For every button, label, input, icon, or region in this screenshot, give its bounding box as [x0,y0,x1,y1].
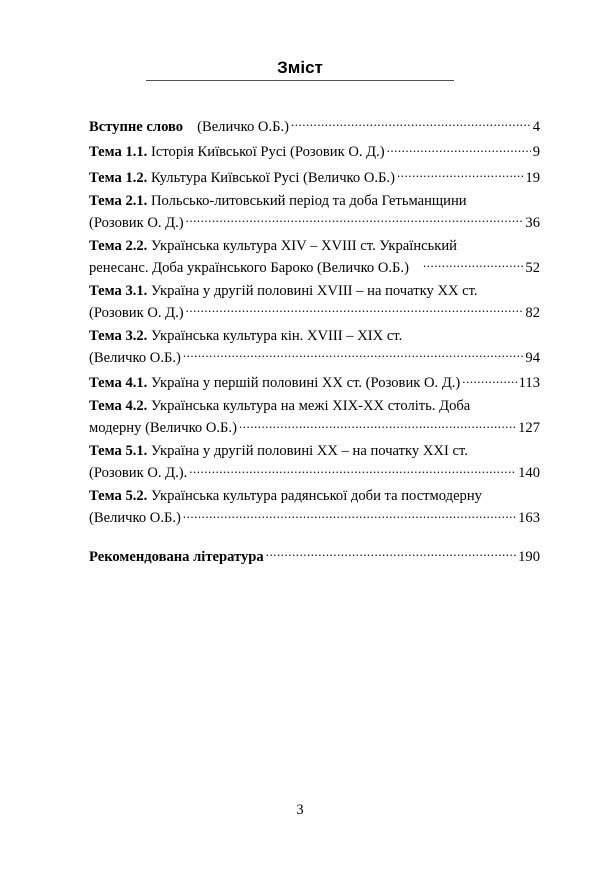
toc-entry-text: (Розовик О. Д.). [89,465,188,482]
toc-entry-text: (Величко О.Б.) [89,510,181,527]
dot-leader [189,463,516,478]
toc-page-number: 52 [525,259,540,276]
toc-page-number: 82 [525,304,540,321]
toc-entry-label: Тема 4.1. [89,375,148,392]
table-of-contents [89,116,540,566]
toc-entry-text: Україна у другій половині XVIII – на початку XX ст. [151,282,478,299]
title-underline [146,80,454,81]
toc-entry-1-2[interactable] [89,167,540,187]
toc-entry-author: (Величко О.Б.) [197,118,289,135]
dot-leader [239,418,516,433]
toc-entry-label: Тема 3.1. [89,282,148,299]
toc-entry-text: (Розовик О. Д.) [89,304,184,321]
toc-entry-label: Рекомендована література [89,548,264,565]
toc-entry-label: Тема 4.2. [89,398,148,414]
toc-entry-5-2[interactable] [89,488,540,527]
dot-leader [462,373,516,388]
toc-entry-text: Україна у другій половині XX – на початку XXI ст. [151,443,468,459]
dot-leader [387,142,531,157]
toc-entry-1-1[interactable] [89,142,540,162]
toc-page-number: 36 [525,214,540,231]
toc-entry-3-2[interactable] [89,328,540,367]
toc-page-number: 140 [518,465,540,482]
dot-leader [266,546,516,561]
toc-entry-label: Вступне слово [89,118,184,135]
toc-entry-intro[interactable] [89,116,540,136]
toc-entry-4-2[interactable] [89,398,540,437]
toc-entry-label: Тема 3.2. [89,327,148,344]
toc-entry-text: Українська культура XIV – XVIII ст. Український [151,237,457,254]
toc-entry-3-1[interactable] [89,283,540,322]
dot-leader [291,116,531,131]
toc-entry-text: Україна у першій половині XX ст. (Розовик О. Д.) [151,375,461,392]
toc-entry-label: Тема 2.2. [89,237,148,254]
toc-page-number: 19 [525,169,540,186]
page-number: 3 [296,802,304,818]
page-title: Зміст [277,58,323,77]
toc-entry-text: (Розовик О. Д.) [89,214,184,231]
dot-leader [397,167,523,182]
toc-entry-text: (Величко О.Б.) [89,349,181,366]
toc-page-number: 163 [518,510,540,527]
toc-page-number: 113 [518,375,540,392]
dot-leader [186,212,524,227]
toc-entry-label: Тема 1.2. [89,169,148,186]
toc-page-number: 94 [525,349,540,366]
toc-entry-text: модерну (Величко О.Б.) [89,420,237,437]
dot-leader [186,302,524,317]
toc-entry-text: ренесанс. Доба українського Бароко (Величко О.Б.) [89,259,409,276]
toc-page-number: 9 [532,144,540,161]
toc-entry-text: Польсько-литовський період та доба Гетьманщини [151,192,467,209]
dot-leader [183,347,524,362]
toc-page-number: 127 [518,420,540,437]
toc-entry-text: Українська культура кін. XVIII – XIX ст. [151,327,403,344]
toc-entry-text: Історія Київської Русі (Розовик О. Д.) [151,144,385,161]
toc-entry-5-1[interactable] [89,443,540,482]
toc-entry-4-1[interactable] [89,373,540,393]
toc-entry-2-1[interactable] [89,193,540,232]
toc-page-number: 190 [518,548,540,565]
toc-entry-label: Тема 1.1. [89,144,148,161]
toc-entry-text: Українська культура радянської доби та постмодерну [151,488,482,504]
dot-leader [183,508,516,523]
toc-entry-text: Культура Київської Русі (Величко О.Б.) [151,169,395,186]
toc-entry-text: Українська культура на межі ХІХ-ХХ століть. Доба [151,398,471,414]
toc-entry-2-2[interactable] [89,238,540,277]
toc-entry-label: Тема 2.1. [89,192,148,209]
toc-entry-literature[interactable] [89,546,540,566]
toc-entry-label: Тема 5.1. [89,443,148,459]
toc-entry-label: Тема 5.2. [89,488,148,504]
dot-leader [423,257,523,272]
toc-page-number: 4 [532,118,540,135]
